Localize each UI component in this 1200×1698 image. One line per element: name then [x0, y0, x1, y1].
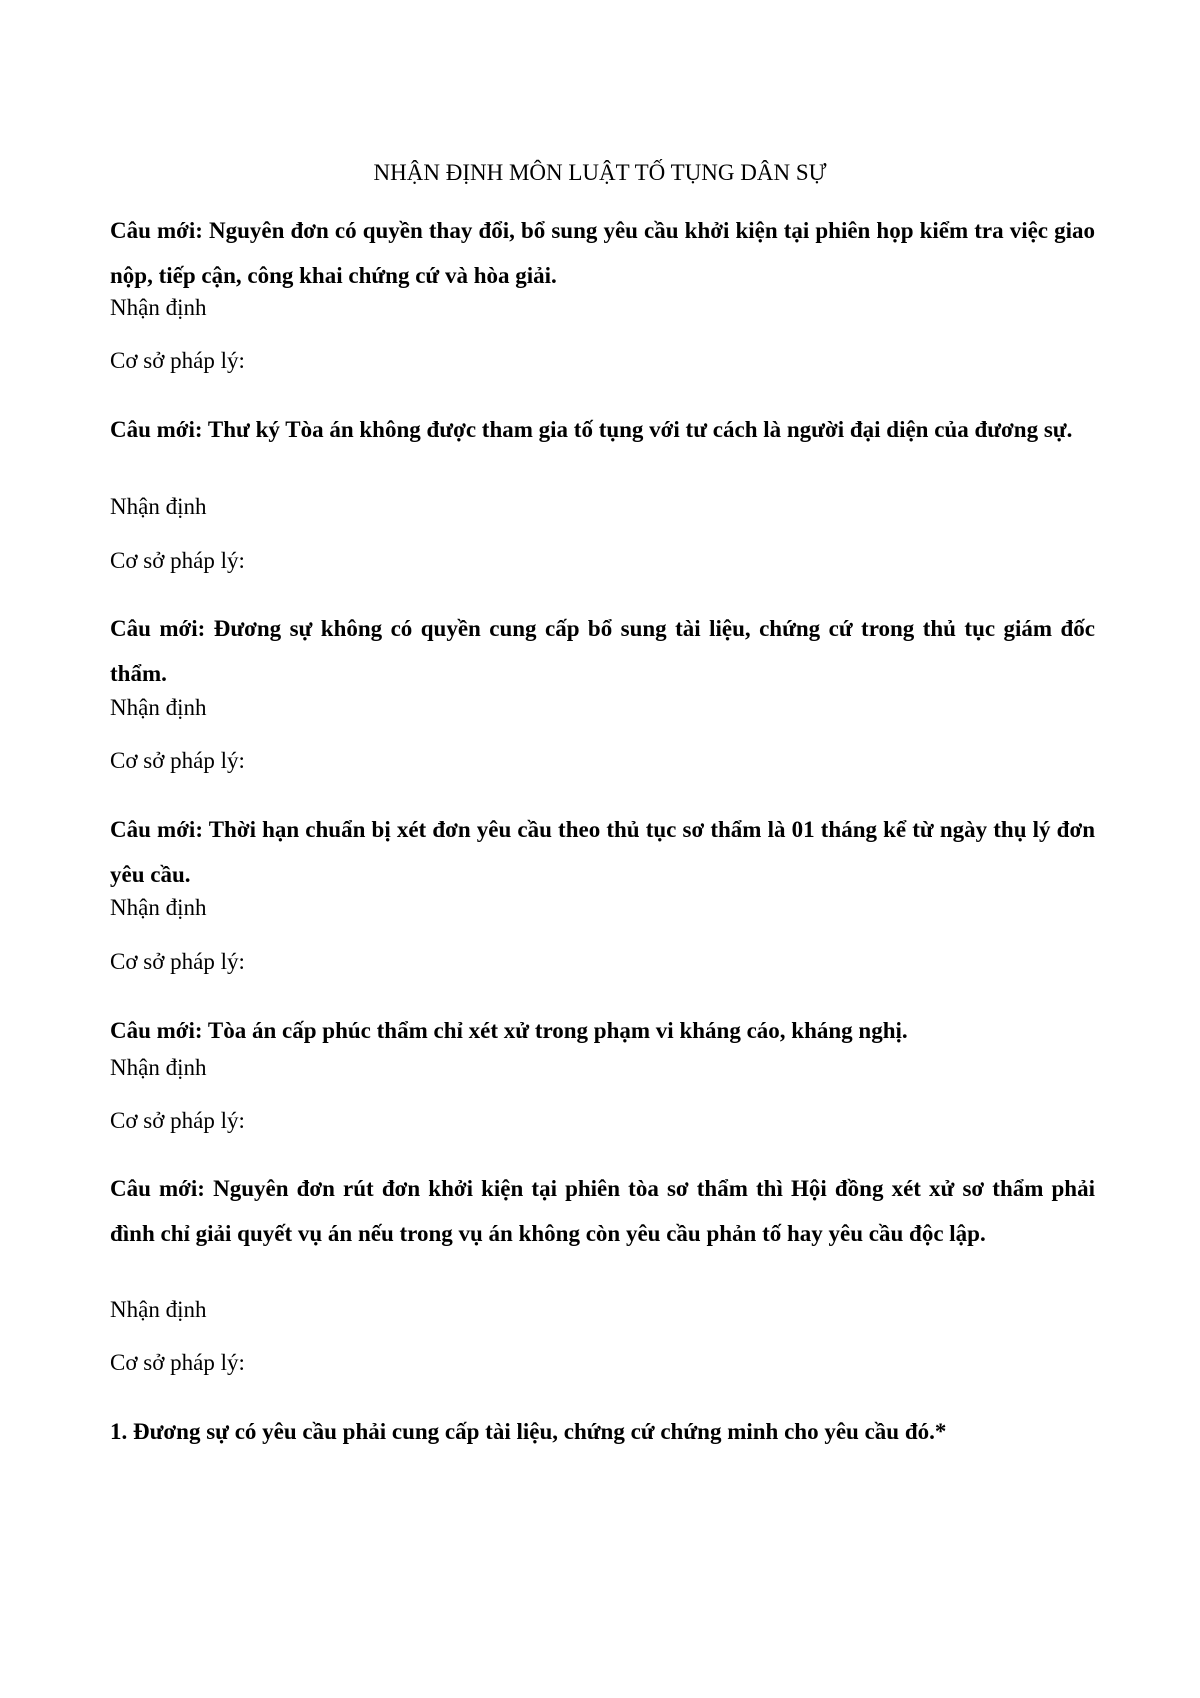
- legal-basis-label-4: Cơ sở pháp lý:: [110, 949, 245, 974]
- legal-basis-label-1: Cơ sở pháp lý:: [110, 348, 245, 373]
- question-5: Câu mới: Tòa án cấp phúc thẩm chỉ xét xử trong phạm vi kháng cáo, kháng nghị.: [110, 1018, 908, 1043]
- assessment-label-3: Nhận định: [110, 695, 207, 720]
- assessment-label-4: Nhận định: [110, 895, 207, 920]
- legal-basis-label-5: Cơ sở pháp lý:: [110, 1108, 245, 1133]
- assessment-label-1: Nhận định: [110, 295, 207, 320]
- legal-basis-label-6: Cơ sở pháp lý:: [110, 1350, 245, 1375]
- assessment-label-2: Nhận định: [110, 494, 207, 519]
- question-6: Câu mới: Nguyên đơn rút đơn khởi kiện tại phiên tòa sơ thẩm thì Hội đồng xét xử sơ thẩm phải đình chỉ giải quyết vụ án nếu trong vụ án không còn yêu cầu phản tố hay yêu cầu độc lập.: [110, 1176, 1095, 1246]
- question-3: Câu mới: Đương sự không có quyền cung cấp bổ sung tài liệu, chứng cứ trong thủ tục giám đốc thẩm.: [110, 616, 1095, 686]
- legal-basis-label-3: Cơ sở pháp lý:: [110, 748, 245, 773]
- assessment-label-5: Nhận định: [110, 1055, 207, 1080]
- question-2: Câu mới: Thư ký Tòa án không được tham gia tố tụng với tư cách là người đại diện của đương sự.: [110, 417, 1073, 442]
- question-1: Câu mới: Nguyên đơn có quyền thay đổi, bổ sung yêu cầu khởi kiện tại phiên họp kiểm tra việc giao nộp, tiếp cận, công khai chứng cứ và hòa giải.: [110, 218, 1095, 288]
- final-statement: 1. Đương sự có yêu cầu phải cung cấp tài liệu, chứng cứ chứng minh cho yêu cầu đó.*: [110, 1419, 947, 1444]
- question-4: Câu mới: Thời hạn chuẩn bị xét đơn yêu cầu theo thủ tục sơ thẩm là 01 tháng kể từ ngày thụ lý đơn yêu cầu.: [110, 817, 1095, 887]
- assessment-label-6: Nhận định: [110, 1297, 207, 1322]
- document-title: NHẬN ĐỊNH MÔN LUẬT TỐ TỤNG DÂN SỰ: [373, 160, 827, 185]
- legal-basis-label-2: Cơ sở pháp lý:: [110, 548, 245, 573]
